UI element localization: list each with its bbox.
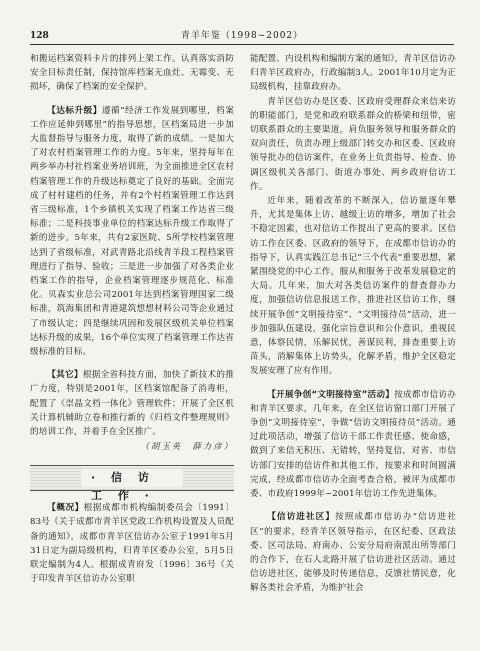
paragraph-civilized-reception <box>250 388 456 502</box>
paragraph-other-text: 根据全省科技方面，加快了新技术的推广力度，特别是2001年，区档案馆配备了消毒柜，配置了《崇晶文档一体化》管理软件；开展了全区机关计算机辅助立卷和推行新的《归档文件整理规则》的培训工作，并着手在全区推广。 <box>30 370 234 438</box>
paragraph-overview-text: 根据成都市机构编制委员会〔1991〕83号《关于成都市青羊区党政工作机构设置及人员配备的通知》，成都市青羊区信访办公室于1991年5月31日定为副局级机构，归青羊区委办公室，5月5日联定编制为4人。根据成青府发〔1996〕36号《关于印发青羊区信访办公室职 <box>30 503 234 585</box>
paragraph-overview <box>30 501 234 586</box>
heading-other: 【其它】 <box>47 370 83 381</box>
running-header <box>30 30 454 45</box>
paragraph-upgrade <box>30 104 234 360</box>
paragraph-community-text: 按照成都市信访办“信访进社区”的要求，经青羊区领导指示，在区纪委、区政法委、区司法局、府南办、公安分局府南派出所等部门的合作下，在石人北路开展了信访进社区活动。通过信访进社区，能够及时传递信息，反馈社情民意，化解各类社会矛盾，为维护社会 <box>250 512 456 594</box>
paragraph-other <box>30 368 234 439</box>
heading-upgrade: 【达标升级】 <box>47 105 102 116</box>
section-title: · 信 访 工 作 · <box>81 469 183 487</box>
heading-community: 【信访进社区】 <box>267 512 336 523</box>
paragraph-archive-safety: 和搬运档案资料卡片的排列上架工作。认真落实消防安全目标责任制，保持馆库档案无血灶、无霉变、无损坏，确保了档案的安全保护。 <box>30 54 234 93</box>
paragraph-recent-years: 近年来，随着改革的不断深入，信访量逐年攀升，尤其是集体上访、越级上访的增多，增加了社会不稳定因素，也对信访工作提出了更高的要求。区信访工作在区委、区政府的领导下，在成都市信访办的指导下，认真实践江总书记“三个代表”重要思想，紧紧围绕党的中心工作，服从和服务于改革发展稳定的大局。几年来，加大对各类信访案件的督查督办力度，加强信访信息报送工作，推进社区信访工作，继续开展争创“文明接待室”、“文明接待员”活动，进一步加强队伍建设，强化宗旨意识和公仆意识，重视民意，体察民情，乐解民忧，善谋民利，排查重要上访苗头，消解集体上访势头，化解矛盾，维护全区稳定发展安理了应有作用。 <box>250 196 456 377</box>
author-credit: （胡玉英 薛力彦） <box>140 441 234 452</box>
heading-civilized-reception: 【开展争创“文明接待室”活动】 <box>267 389 395 400</box>
paragraph-upgrade-text: 遵循“经济工作发展到哪里，档案工作应延伸到哪里”的指导思想，区档案局进一步加大监督指导与服务力度，取得了新的成绩。一是加大了对农村档案管理工作的力度。5年来，坚持每年在两乡举办村社档案业务培训班，为全面推进全区农村档案管理工作的升级达标奠定了良好的基础。全面完成了村村建档的任务，并有2个村档案管理工作达到省三级标准，1个乡镇机关实现了档案工作达省三级标准；二是科技事业单位的档案达标升级工作取得了新的进步。5年来，共有2家医院、5所学校档案管理达到了省级标准，对武青路北沿线青羊段工程档案管理进行了指导、验收；三是进一步加强了对各类企业档案工作的指导，企业档案管理逐步规范化、标准化。贝森实业总公司2001年达到档案管理国家二级标准，筑海集团和青港建筑想想材料公司等企业通过了市级认定；四是继续巩固和发展区级机关单位档案达标升级的成果，16个单位实现了档案管理工作达省级标准的目标。 <box>30 105 234 358</box>
paragraph-community <box>250 510 456 595</box>
section-banner <box>30 465 234 503</box>
page-number: 128 <box>30 31 49 41</box>
right-column <box>250 52 456 596</box>
book-title: 青羊年鉴（1998~2002） <box>180 31 304 41</box>
heading-overview: 【概况】 <box>47 503 84 514</box>
paragraph-office-role: 青羊区信访办是区委、区政府受理群众来信来访的职能部门，是党和政府联系群众的桥梁和纽带，密切联系群众的主要渠道，肩负服务领导和服务群众的双向责任，负责办理上级部门转交办和区委、区政府领导批办的信访案件，在业务上负责指导、检查、协调区级机关各部门、街道办事处、两乡政府信访工作。 <box>250 96 456 192</box>
paragraph-civilized-reception-text: 按成都市信访办和青羊区要求，几年来，在全区信访窗口部门开展了争创“文明接待室”，争做“信访文明接待员”活动。通过此项活动，增强了信访干部工作责任感、使命感，做到了来信无积压、无错转，坚持复信，对省、市信访部门安排的信访件和其他工作，按要求和时间圆满完成，经成都市信访办全面考查合格，被评为成都市委、市政府1999年~2001年信访工作先进集体。 <box>250 389 456 500</box>
left-column <box>30 52 234 587</box>
paragraph-office-setup: 能配置、内设机构和编制方案的通知》，青羊区信访办归青羊区政府办，行政编制3人。2001年10月定为正局级机构，挂靠政府办。 <box>250 54 456 93</box>
